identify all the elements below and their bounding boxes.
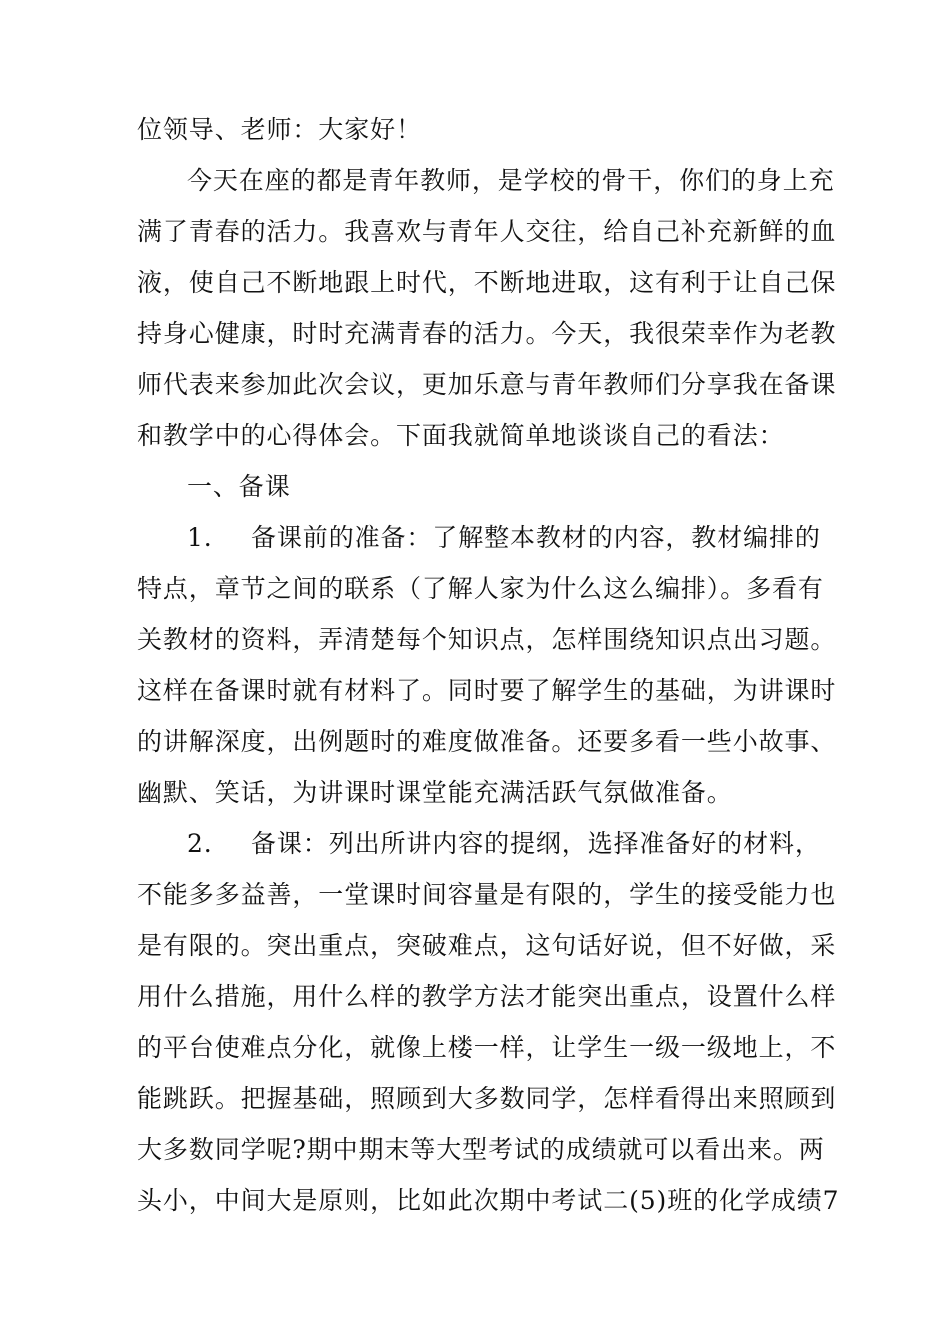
list-item-2-first-line	[137, 818, 827, 869]
paragraph-line: 头小，中间大是原则，比如此次期中考试二(5)班的化学成绩7	[137, 1186, 840, 1215]
list-item-text: 备课前的准备：了解整本教材的内容，教材编排的	[251, 523, 821, 552]
greeting-line: 位领导、老师：大家好！	[137, 115, 422, 144]
paragraph-line: 能跳跃。把握基础，照顾到大多数同学，怎样看得出来照顾到	[137, 1084, 837, 1113]
paragraph-line: 不能多多益善，一堂课时间容量是有限的，学生的接受能力也	[137, 880, 837, 909]
paragraph-line: 和教学中的心得体会。下面我就简单地谈谈自己的看法：	[137, 421, 785, 450]
paragraph-line: 用什么措施，用什么样的教学方法才能突出重点，设置什么样	[137, 982, 837, 1011]
list-item-text: 备课：列出所讲内容的提纲，选择准备好的材料，	[251, 829, 821, 858]
paragraph-line: 特点，章节之间的联系（了解人家为什么这么编排）。多看有	[137, 574, 824, 603]
section-heading: 一、备课	[187, 472, 291, 501]
paragraph-line: 是有限的。突出重点，突破难点，这句话好说，但不好做，采	[137, 931, 837, 960]
paragraph-line: 今天在座的都是青年教师，是学校的骨干，你们的身上充	[187, 166, 835, 195]
list-number: 1.	[187, 523, 213, 552]
paragraph-line: 这样在备课时就有材料了。同时要了解学生的基础，为讲课时	[137, 676, 837, 705]
paragraph-line: 大多数同学呢?期中期末等大型考试的成绩就可以看出来。两	[137, 1135, 825, 1164]
document-body	[137, 104, 840, 1226]
paragraph-line: 持身心健康，时时充满青春的活力。今天，我很荣幸作为老教	[137, 319, 837, 348]
paragraph-line: 液，使自己不断地跟上时代，不断地进取，这有利于让自己保	[137, 268, 837, 297]
list-number: 2.	[187, 829, 213, 858]
paragraph-line: 幽默、笑话，为讲课时课堂能充满活跃气氛做准备。	[137, 778, 733, 807]
paragraph-line: 的讲解深度，出例题时的难度做准备。还要多看一些小故事、	[137, 727, 837, 756]
paragraph-line: 的平台使难点分化，就像上楼一样，让学生一级一级地上，不	[137, 1033, 837, 1062]
paragraph-line: 满了青春的活力。我喜欢与青年人交往，给自己补充新鲜的血	[137, 217, 837, 246]
list-item-1-first-line	[137, 512, 827, 563]
paragraph-line: 师代表来参加此次会议，更加乐意与青年教师们分享我在备课	[137, 370, 837, 399]
paragraph-line: 关教材的资料，弄清楚每个知识点，怎样围绕知识点出习题。	[137, 625, 837, 654]
